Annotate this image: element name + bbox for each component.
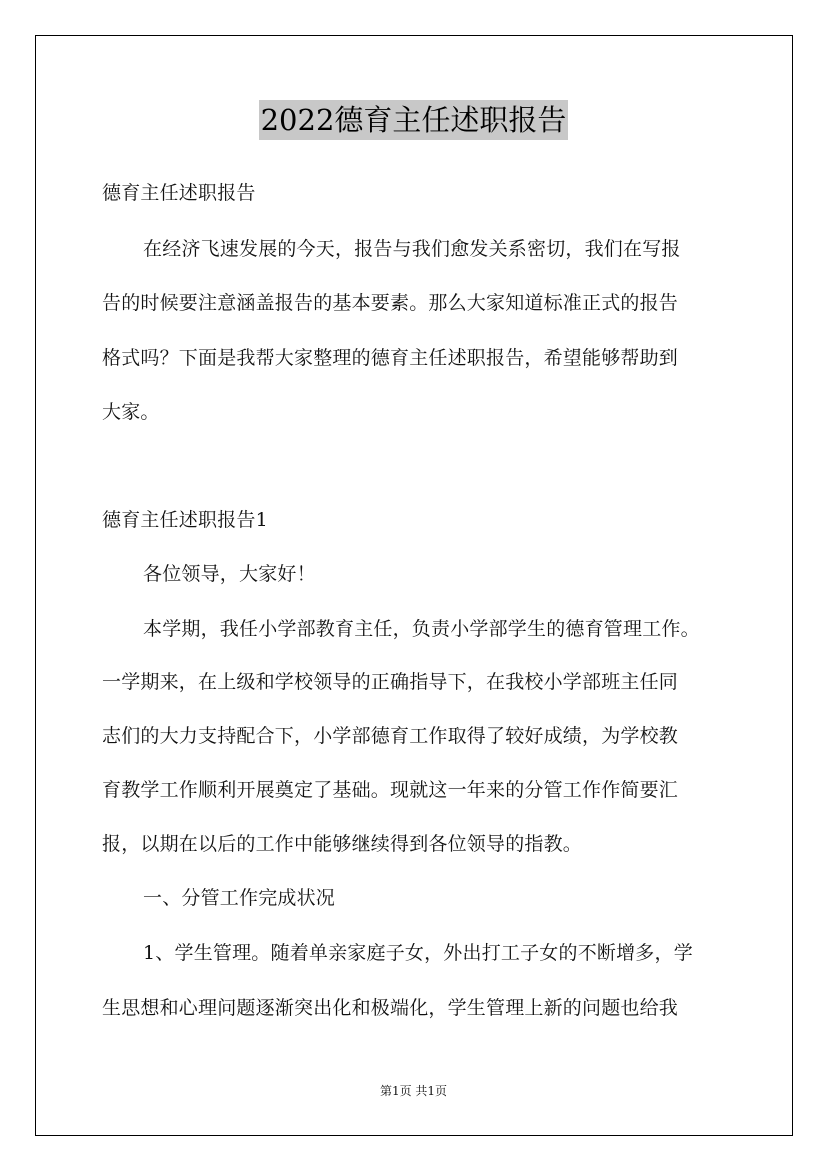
paragraph-line: 1、学生管理。随着单亲家庭子女，外出打工子女的不断增多，学: [143, 942, 693, 964]
paragraph-line: 志们的大力支持配合下，小学部德育工作取得了较好成绩，为学校教: [102, 725, 679, 747]
paragraph-line: 生思想和心理问题逐渐突出化和极端化，学生管理上新的问题也给我: [102, 997, 679, 1019]
page-footer: 第1页 共1页: [379, 1084, 448, 1098]
paragraph-line: 大家。: [102, 401, 160, 423]
section-heading: 德育主任述职报告1: [102, 509, 268, 531]
paragraph-line: 本学期，我任小学部教育主任，负责小学部学生的德育管理工作。: [143, 618, 700, 640]
paragraph-line: 在经济飞速发展的今天，报告与我们愈发关系密切，我们在写报: [143, 238, 681, 260]
paragraph-line: 报，以期在以后的工作中能够继续得到各位领导的指教。: [102, 833, 583, 855]
paragraph-line: 告的时候要注意涵盖报告的基本要素。那么大家知道标准正式的报告: [102, 292, 679, 314]
subtitle-line: 德育主任述职报告: [102, 182, 256, 204]
paragraph-line: 格式吗？下面是我帮大家整理的德育主任述职报告，希望能够帮助到: [102, 347, 679, 369]
paragraph-line: 一学期来，在上级和学校领导的正确指导下，在我校小学部班主任同: [102, 671, 679, 693]
title-container: [0, 100, 827, 140]
document-title: 2022德育主任述职报告: [259, 100, 569, 140]
greeting-line: 各位领导，大家好！: [143, 563, 316, 585]
subsection-heading: 一、分管工作完成状况: [143, 887, 336, 909]
paragraph-line: 育教学工作顺利开展奠定了基础。现就这一年来的分管工作作简要汇: [102, 779, 679, 801]
